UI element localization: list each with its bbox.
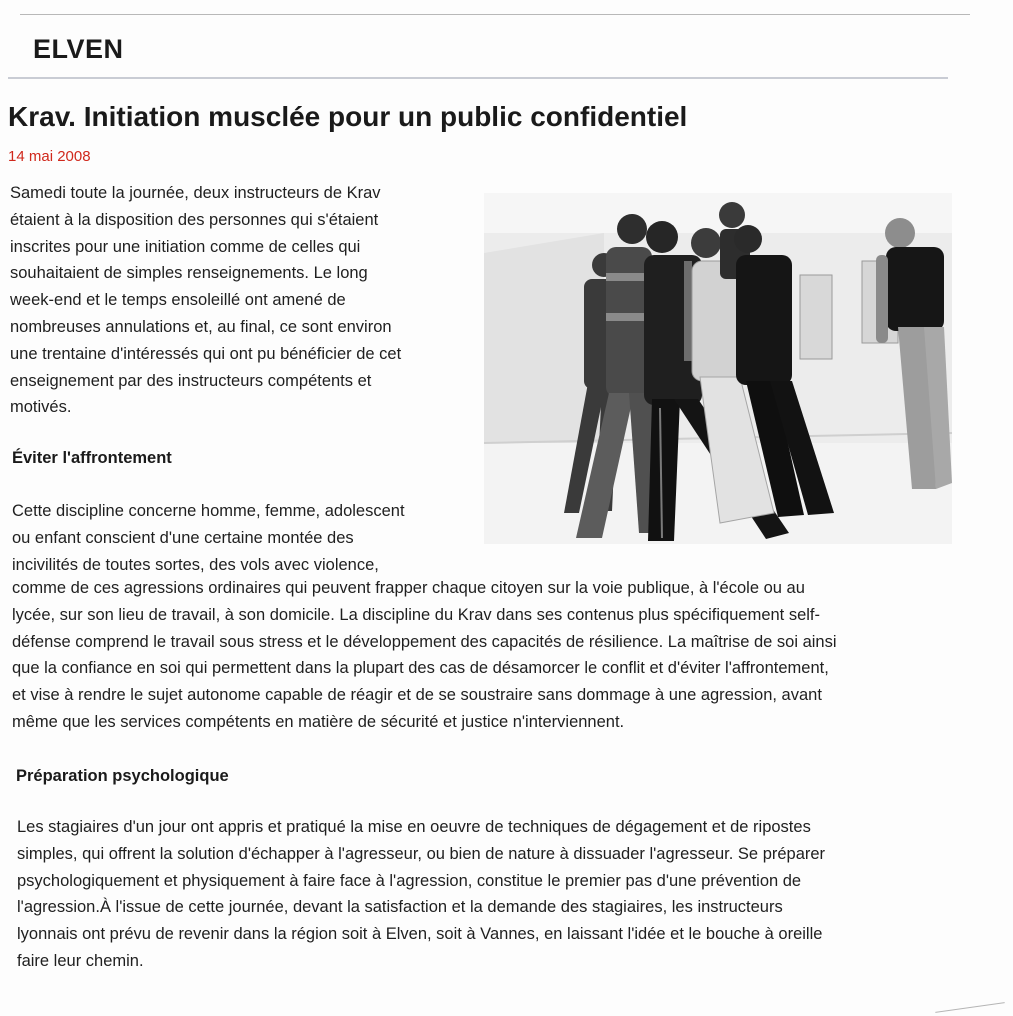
text-line: lycée, sur son lieu de travail, à son domicile. La discipline du Krav dans ses contenus plus spécifiquement self- (12, 605, 821, 624)
section1-wide-paragraph (12, 575, 972, 736)
text-line: motivés. (10, 398, 72, 417)
intro-paragraph (10, 180, 480, 421)
section1-narrow-paragraph (12, 498, 480, 578)
text-line: comme de ces agressions ordinaires qui peuvent frapper chaque citoyen sur la voie publique, à l'école ou au (12, 579, 805, 597)
subhead-avoid-confrontation: Éviter l'affrontement (12, 449, 172, 467)
text-line: ou enfant conscient d'une certaine montée des (12, 528, 354, 547)
section-divider (8, 77, 948, 79)
text-line: souhaitaient de simples renseignements. Le long (10, 264, 368, 283)
text-line: incivilités de toutes sortes, des vols avec violence, (12, 555, 379, 574)
text-line: que la confiance en soi qui permettent dans la plupart des cas de désamorcer le conflit et d'éviter l'affrontement, (12, 659, 829, 678)
section2-paragraph (17, 814, 977, 975)
article-headline: Krav. Initiation musclée pour un public confidentiel (8, 101, 688, 132)
text-line: l'agression.À l'issue de cette journée, devant la satisfaction et la demande des stagiaires, les instructeurs (17, 898, 783, 917)
text-line: lyonnais ont prévu de revenir dans la région soit à Elven, soit à Vannes, en laissant l'idée et le bouche à oreille (17, 925, 823, 944)
article-date: 14 mai 2008 (8, 148, 91, 165)
text-line: Cette discipline concerne homme, femme, adolescent (12, 502, 405, 520)
scan-edge-mark (935, 1002, 1004, 1013)
photo-illustration (484, 193, 952, 544)
text-line: une trentaine d'intéressés qui ont pu bénéficier de cet (10, 344, 402, 363)
text-line: et vise à rendre le sujet autonome capable de réagir et de se soustraire sans dommage à une agression, avant (12, 686, 822, 705)
top-rule (20, 14, 970, 15)
text-line: week-end et le temps ensoleillé ont amené de (10, 291, 346, 310)
subhead-psychological-preparation: Préparation psychologique (16, 767, 229, 785)
section-label: ELVEN (33, 34, 124, 64)
text-line: inscrites pour une initiation comme de celles qui (10, 237, 361, 256)
text-line: simples, qui offrent la solution d'échapper à l'agresseur, ou bien de nature à dissuader l'agresseur. Se préparer (17, 844, 826, 863)
text-line: même que les services compétents en matière de sécurité et justice n'interviennent. (12, 712, 625, 731)
text-line: enseignement par des instructeurs compétents et (10, 371, 372, 390)
text-line: Les stagiaires d'un jour ont appris et pratiqué la mise en oeuvre de techniques de dégagement et de ripostes (17, 818, 811, 836)
text-line: psychologiquement et physiquement à faire face à l'agression, constitue le premier pas d'une prévention de (17, 871, 802, 890)
text-line: étaient à la disposition des personnes qui s'étaient (10, 210, 379, 229)
text-line: faire leur chemin. (17, 951, 144, 970)
article-photo (484, 193, 952, 544)
text-line: Samedi toute la journée, deux instructeurs de Krav (10, 184, 381, 202)
text-line: nombreuses annulations et, au final, ce sont environ (10, 317, 392, 336)
text-line: défense comprend le travail sous stress et le développement des capacités de résilience. La maîtrise de soi ainsi (12, 632, 837, 651)
